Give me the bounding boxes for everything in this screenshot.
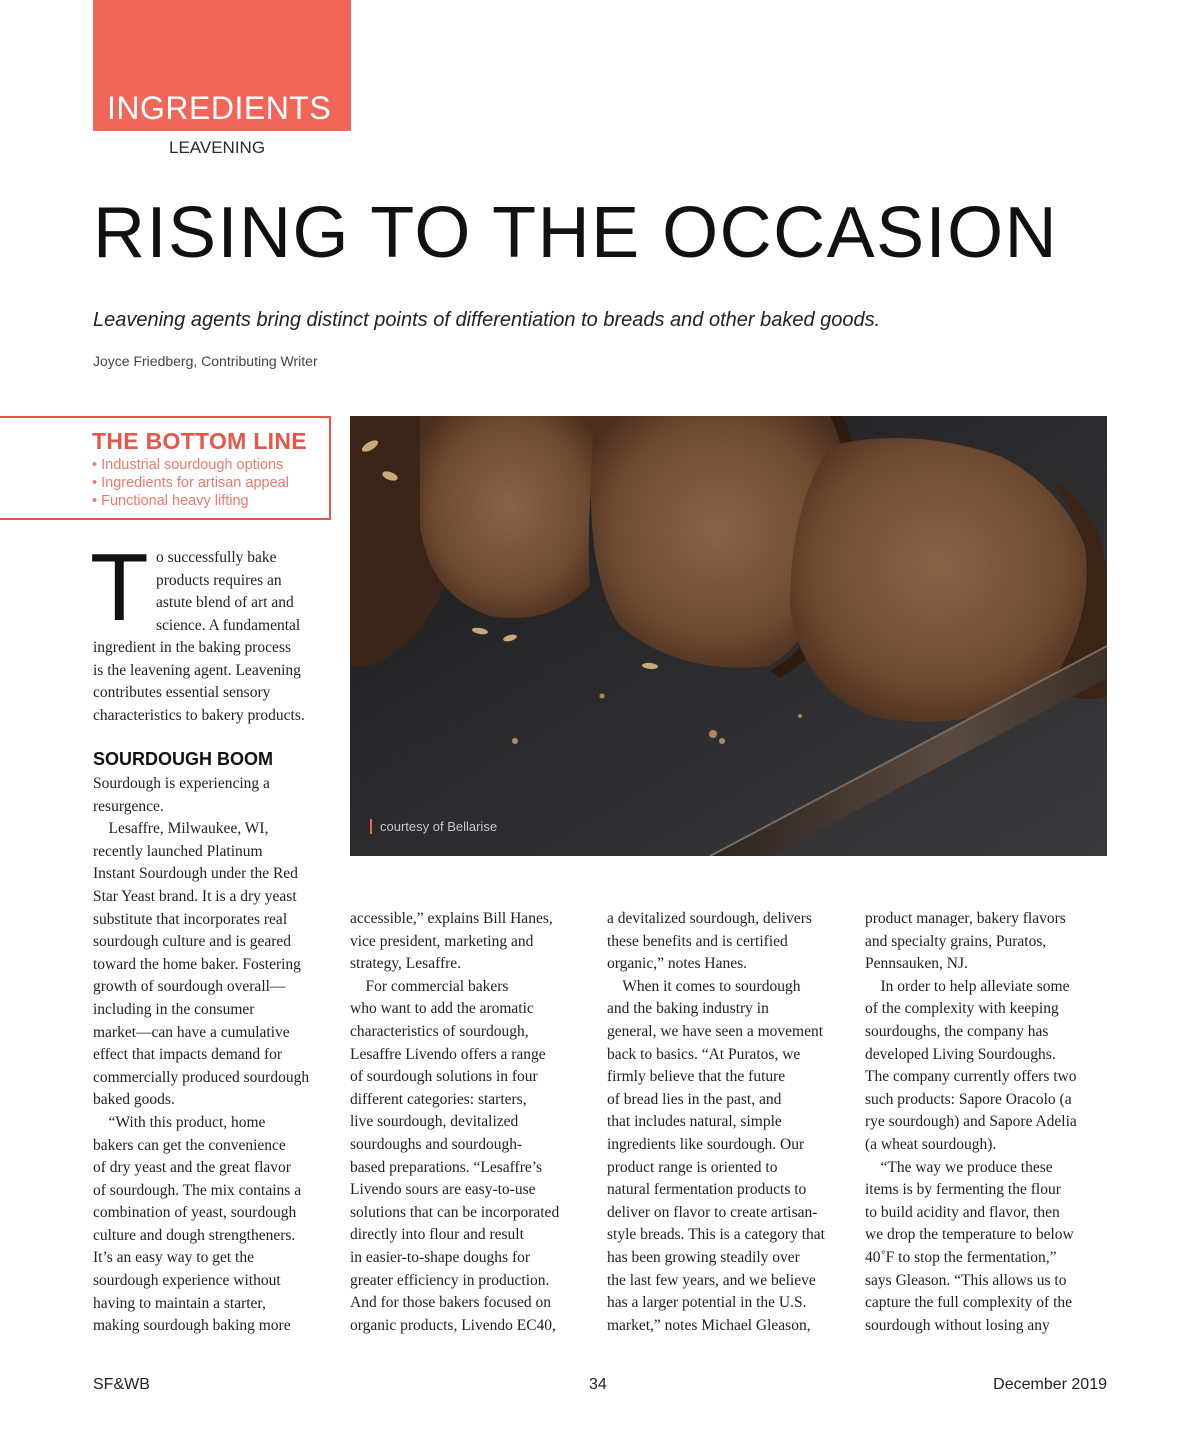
body-line: (a wheat sourdough). [865,1135,997,1153]
body-line: items is by fermenting the flour [865,1181,1061,1199]
intro-line: ingredient in the baking process [93,639,292,656]
bottom-line-title: THE BOTTOM LINE [92,428,307,454]
body-line: sourdough culture and is geared [93,933,291,951]
body-line: product manager, bakery flavors [865,910,1066,927]
body-line: who want to add the aromatic [350,1000,534,1018]
body-line: accessible,” explains Bill Hanes, [350,910,553,927]
body-column-1 [93,773,309,1338]
intro-text [93,637,305,727]
body-line: directly into flour and result [350,1226,524,1244]
body-line: general, we have seen a movement [607,1022,824,1040]
body-column-2 [350,908,559,1337]
body-line: these benefits and is certified [607,932,788,950]
body-line: toward the home baker. Fostering [93,955,301,973]
body-line: rye sourdough) and Sapore Adelia [865,1113,1077,1131]
intro-line: characteristics to bakery products. [93,706,305,724]
body-line: culture and dough strengtheners. [93,1226,296,1244]
intro-line: o successfully bake [156,549,277,566]
body-line: making sourdough baking more [93,1317,291,1335]
body-line: to build acidity and flavor, then [865,1203,1060,1221]
body-line: product range is oriented to [607,1158,778,1176]
body-line: such products: Sapore Oracolo (a [865,1090,1072,1108]
intro-line: contributes essential sensory [93,684,271,702]
body-line: firmly believe that the future [607,1068,786,1086]
body-line: organic products, Livendo EC40, [350,1316,556,1334]
subhead: SOURDOUGH BOOM [93,749,273,769]
bottom-line-list [92,456,289,510]
intro-text-indented [156,547,300,637]
intro-line: science. A fundamental [156,616,301,634]
body-line: sourdough without losing any [865,1316,1050,1334]
body-line: characteristics of sourdough, [350,1022,529,1040]
footer-date: December 2019 [993,1376,1107,1393]
bottom-line-item: • Functional heavy lifting [92,493,249,509]
body-line: sourdough experience without [93,1272,281,1290]
body-line: strategy, Lesaffre. [350,955,462,973]
body-line: back to basics. “At Puratos, we [607,1045,801,1063]
section-sublabel: LEAVENING [169,138,266,157]
body-line: “The way we produce these [865,1158,1053,1176]
body-line: sourdoughs, the company has [865,1022,1049,1040]
section-label: INGREDIENTS [107,90,332,126]
bottom-line-item: • Industrial sourdough options [92,457,284,473]
body-line: of bread lies in the past, and [607,1090,782,1108]
body-line: substitute that incorporates real [93,910,288,928]
body-line: The company currently offers two [865,1068,1077,1086]
body-line: and specialty grains, Puratos, [865,932,1047,950]
body-line: In order to help alleviate some [865,977,1070,995]
body-line: “With this product, home [93,1113,266,1131]
byline: Joyce Friedberg, Contributing Writer [93,353,318,369]
body-line: bakers can get the convenience [93,1136,286,1154]
body-line: of dry yeast and the great flavor [93,1159,291,1177]
body-line: 40˚F to stop the fermentation,” [865,1248,1057,1266]
footer-publication: SF&WB [93,1376,150,1393]
body-line: Lesaffre Livendo offers a range [350,1045,546,1063]
body-line: a devitalized sourdough, delivers [607,910,812,927]
body-line: commercially produced sourdough [93,1068,310,1086]
body-line: different categories: starters, [350,1090,527,1108]
body-line: organic,” notes Hanes. [607,955,748,973]
body-line: Sourdough is experiencing a [93,775,270,792]
intro-line: products requires an [156,571,282,589]
body-line: greater efficiency in production. [350,1271,550,1289]
photo-credit: courtesy of Bellarise [370,819,497,834]
body-line: sourdoughs and sourdough- [350,1135,523,1153]
body-line: based preparations. “Lesaffre’s [350,1158,543,1176]
body-line: of sourdough solutions in four [350,1068,538,1086]
body-line: Pennsauken, NJ. [865,955,968,973]
bread-illustration [350,416,1107,856]
body-line: It’s an easy way to get the [93,1249,254,1267]
body-line: having to maintain a starter, [93,1294,266,1312]
bottom-line-box [0,416,331,520]
body-line: natural fermentation products to [607,1181,807,1199]
body-line: including in the consumer [93,1000,255,1018]
drop-cap: T [90,534,149,641]
body-line: Instant Sourdough under the Red [93,865,298,883]
body-line: baked goods. [93,1091,175,1109]
section-tab [93,0,351,131]
footer-page-number: 34 [589,1376,607,1393]
body-line: style breads. This is a category that [607,1226,825,1244]
body-line: resurgence. [93,797,164,815]
body-line: When it comes to sourdough [607,977,801,995]
body-line: combination of yeast, sourdough [93,1204,297,1222]
body-line: live sourdough, devitalized [350,1113,519,1131]
body-line: effect that impacts demand for [93,1046,283,1064]
body-line: growth of sourdough overall— [93,978,286,996]
body-line: in easier-to-shape doughs for [350,1248,531,1266]
body-line: deliver on flavor to create artisan- [607,1203,818,1221]
body-line: developed Living Sourdoughs. [865,1045,1056,1063]
body-line: And for those bakers focused on [350,1294,552,1312]
body-line: market—can have a cumulative [93,1023,290,1041]
body-line: says Gleason. “This allows us to [865,1271,1067,1289]
body-line: recently launched Platinum [93,842,263,860]
body-line: Livendo sours are easy-to-use [350,1181,536,1199]
body-line: and the baking industry in [607,1000,769,1018]
body-line: vice president, marketing and [350,932,534,950]
body-line: Star Yeast brand. It is a dry yeast [93,887,297,905]
bread-photo [350,416,1107,856]
body-line: that includes natural, simple [607,1113,782,1131]
body-line: Lesaffre, Milwaukee, WI, [93,820,269,838]
intro-line: astute blend of art and [156,594,294,612]
article-title: RISING TO THE OCCASION [93,193,1059,273]
body-line: of the complexity with keeping [865,1000,1059,1018]
body-line: has been growing steadily over [607,1248,800,1266]
body-line: solutions that can be incorporated [350,1203,560,1221]
body-column-3 [607,908,825,1337]
body-line: the last few years, and we believe [607,1271,816,1289]
body-line: capture the full complexity of the [865,1294,1073,1312]
intro-line: is the leavening agent. Leavening [93,661,301,679]
bottom-line-item: • Ingredients for artisan appeal [92,475,289,491]
body-line: of sourdough. The mix contains a [93,1181,302,1199]
body-line: ingredients like sourdough. Our [607,1135,805,1153]
body-line: we drop the temperature to below [865,1226,1074,1244]
body-line: market,” notes Michael Gleason, [607,1316,811,1334]
article-dek: Leavening agents bring distinct points of differentiation to breads and other baked goods. [93,309,881,331]
body-line: For commercial bakers [350,977,509,995]
body-column-4 [865,908,1077,1337]
body-line: has a larger potential in the U.S. [607,1294,807,1312]
